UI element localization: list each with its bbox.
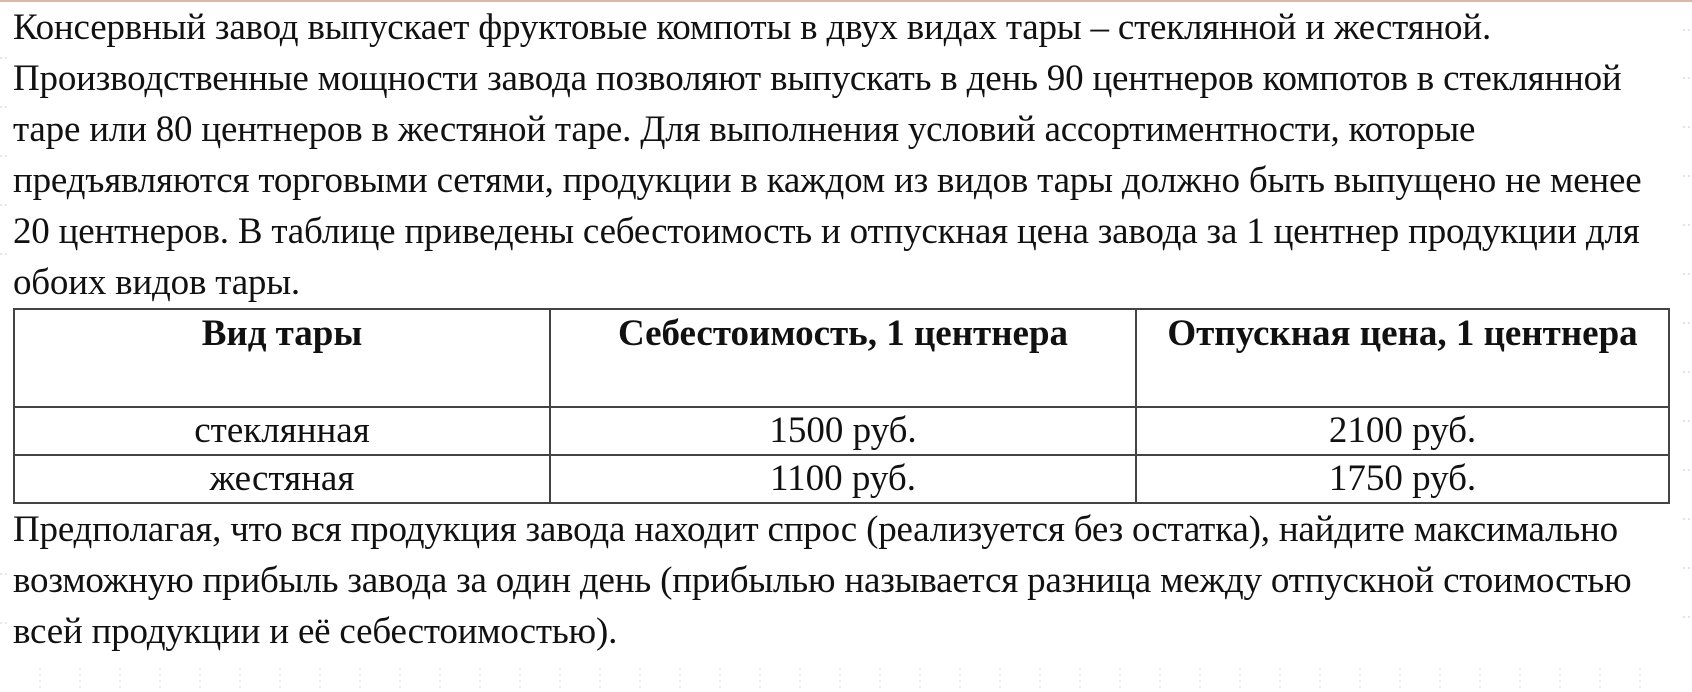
table-header-row <box>14 309 1669 407</box>
table-cell-container-type: стеклянная <box>14 407 550 455</box>
header-cost-price: Себестоимость, 1 центнера <box>550 309 1136 407</box>
header-selling-price: Отпускная цена, 1 центнера <box>1136 309 1669 407</box>
question-paragraph: Предполагая, что вся продукция завода находит спрос (реализуется без остатка), найдите максимально возможную прибыль завода за один день (прибылью называется разница между отпускной стоимостью всей продукции и её себестоимостью). <box>13 509 1632 652</box>
intro-paragraph: Консервный завод выпускает фруктовые компоты в двух видах тары – стеклянной и жестяной. Производственные мощности завода позволяют выпускать в день 90 центнеров компотов в стеклянной таре или 80 центнеров в жестяной таре. Для выполнения условий ассортиментности, которые предъявляются торговыми сетями, продукции в каждом из видов тары должно быть выпущено не менее 20 центнеров. В таблице приведены себестоимость и отпускная цена завода за 1 центнер продукции для обоих видов тары. <box>13 7 1642 303</box>
table-cell-cost-price: 1500 руб. <box>550 407 1136 455</box>
bottom-grid-dots <box>40 668 1640 692</box>
table-row <box>14 455 1669 503</box>
right-margin-dots <box>1683 30 1692 617</box>
table-cell-selling-price: 1750 руб. <box>1136 455 1669 503</box>
left-margin-dots <box>0 58 9 623</box>
table-cell-container-type: жестяная <box>14 455 550 503</box>
table-cell-cost-price: 1100 руб. <box>550 455 1136 503</box>
header-container-type: Вид тары <box>14 309 550 407</box>
table-cell-selling-price: 2100 руб. <box>1136 407 1669 455</box>
document-page <box>13 0 1673 657</box>
price-table <box>13 308 1670 504</box>
table-row <box>14 407 1669 455</box>
